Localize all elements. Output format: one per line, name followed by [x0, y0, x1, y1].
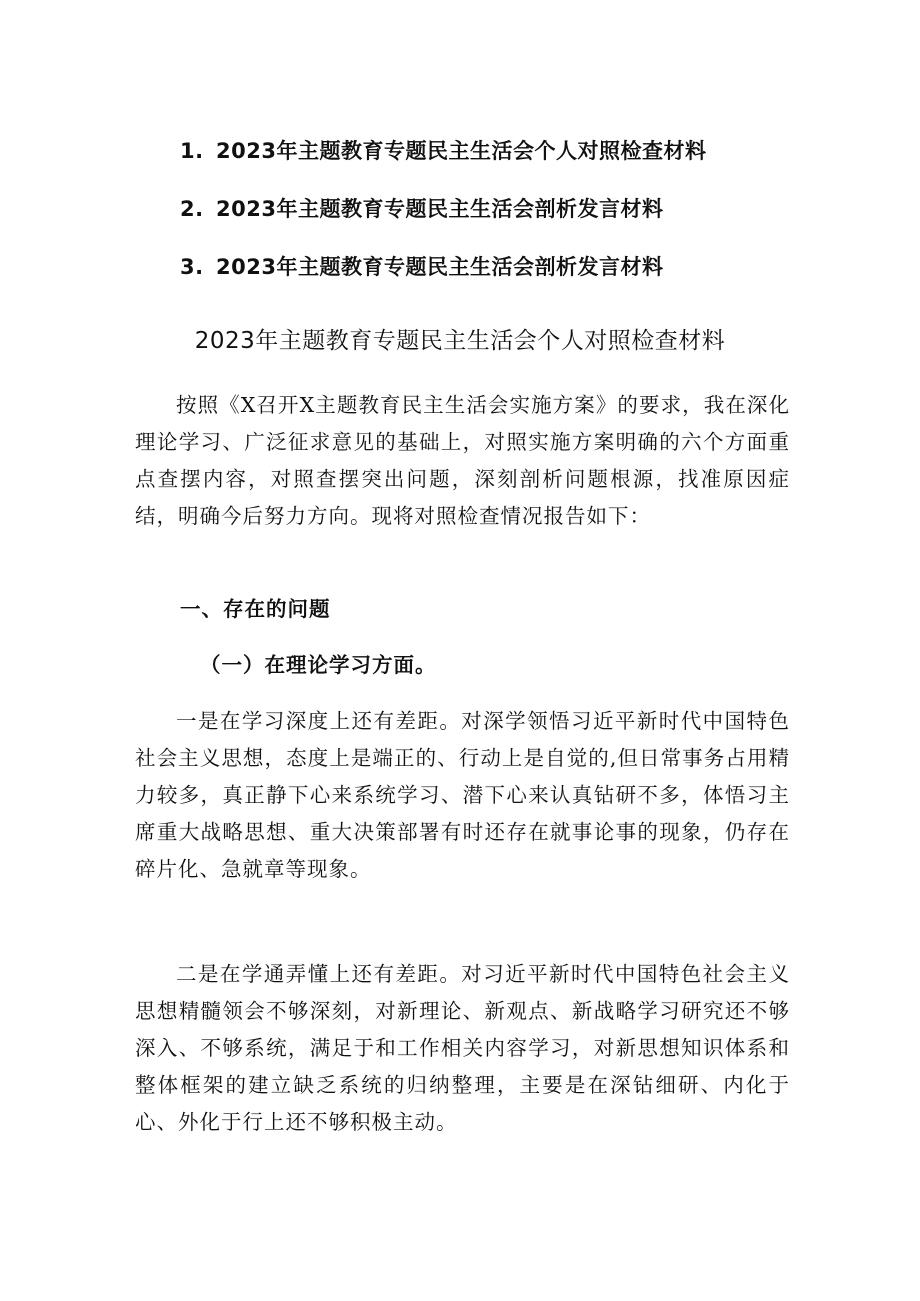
toc-item-text: 2023年主题教育专题民主生活会剖析发言材料 — [216, 197, 664, 221]
intro-paragraph: 按照《X召开X主题教育民主生活会实施方案》的要求，我在深化理论学习、广泛征求意见的基础上，对照实施方案明确的六个方面重点查摆内容，对照查摆突出问题，深刻剖析问题根源，找准原因症结，明确今后努力方向。现将对照检查情况报告如下： — [135, 393, 790, 528]
toc-item — [180, 132, 820, 190]
document-title: 2023年主题教育专题民主生活会个人对照检查材料 — [194, 328, 726, 354]
section-heading: 一、存在的问题 — [180, 597, 331, 621]
toc-item-text: 2023年主题教育专题民主生活会个人对照检查材料 — [216, 139, 707, 163]
toc-item — [180, 248, 820, 306]
toc-item-number: 1. — [180, 139, 204, 163]
toc-item-number: 3. — [180, 255, 204, 279]
toc-item-text: 2023年主题教育专题民主生活会剖析发言材料 — [216, 255, 664, 279]
body-paragraph-1: 一是在学习深度上还有差距。对深学领悟习近平新时代中国特色社会主义思想，态度上是端正的、行动上是自觉的,但日常事务占用精力较多，真正静下心来系统学习、潜下心来认真钻研不多，体悟习主席重大战略思想、重大决策部署有时还存在就事论事的现象，仍存在碎片化、急就章等现象。 — [135, 709, 790, 881]
table-of-contents — [180, 132, 820, 306]
subsection-heading: （一）在理论学习方面。 — [200, 653, 437, 677]
toc-item-number: 2. — [180, 197, 204, 221]
body-paragraph-2: 二是在学通弄懂上还有差距。对习近平新时代中国特色社会主义思想精髓领会不够深刻，对新理论、新观点、新战略学习研究还不够深入、不够系统，满足于和工作相关内容学习，对新思想知识体系和整体框架的建立缺乏系统的归纳整理，主要是在深钻细研、内化于心、外化于行上还不够积极主动。 — [135, 962, 790, 1134]
toc-item — [180, 190, 820, 248]
